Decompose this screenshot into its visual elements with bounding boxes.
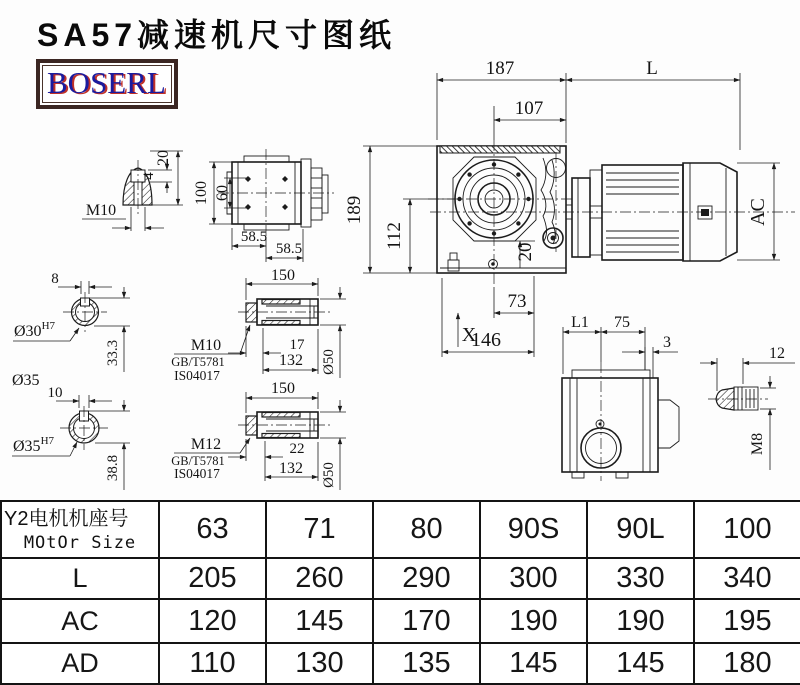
table-cell: 110 [159, 643, 266, 684]
table-row-AD [1, 643, 800, 684]
sleeve1-dim-132-label: 132 [279, 352, 303, 369]
table-cell: 100 [694, 501, 800, 558]
table-cell: 330 [587, 558, 694, 599]
table-cell: 195 [694, 599, 800, 643]
thread-m10-label: M10 [85, 202, 117, 219]
dia-30-label: $Ø30^{H7}$ [14, 320, 56, 340]
bore-35-cross-section-drawing [12, 385, 130, 490]
gearmotor-side-view-drawing [344, 58, 795, 357]
table-cell: 90L [587, 501, 694, 558]
table-cell: 90S [480, 501, 587, 558]
dim-8-label: 8 [51, 271, 59, 287]
table-cell: 80 [373, 501, 480, 558]
table-cell: 300 [480, 558, 587, 599]
dim-112-label: 112 [384, 222, 405, 250]
sleeve2-thread-label: M12 [190, 436, 222, 453]
row-label: L [1, 558, 159, 599]
sleeve2-dia-50-label: Ø50 [321, 462, 337, 488]
dim-X-label: X [461, 324, 477, 346]
table-header-cn: Y2电机机座号 [4, 507, 129, 530]
gearbox-end-view-drawing [562, 314, 679, 481]
dim-187-label: 187 [485, 58, 515, 79]
dim-100-label: 100 [193, 181, 210, 205]
row-label: AC [1, 599, 159, 643]
table-row-AC [1, 599, 800, 643]
dim-L-label: L [646, 58, 658, 79]
sleeve2-std2-label: IS04017 [174, 466, 220, 481]
dim-20-gearbox-label: 20 [515, 242, 536, 262]
dim-L1-label: L1 [571, 314, 589, 331]
dim-75-label: 75 [614, 314, 630, 331]
sleeve1-std1-label: GB/T5781 [171, 355, 225, 369]
sleeve2-dim-22-label: 22 [289, 441, 305, 457]
table-cell: 170 [373, 599, 480, 643]
table-cell: 71 [266, 501, 373, 558]
dim-12-label: 12 [769, 345, 785, 362]
sleeve-m12-drawing [171, 380, 346, 490]
dim-107-label: 107 [514, 98, 544, 119]
dim-585-left-label: 58.5 [240, 229, 268, 245]
dim-10-label: 10 [47, 385, 63, 401]
dim-333-label: 33.3 [105, 339, 121, 367]
page-title: SA57减速机尺寸图纸 [37, 17, 397, 53]
dia-35-outer-label: Ø35 [12, 372, 40, 389]
table-cell: 190 [480, 599, 587, 643]
sleeve1-dim-150-label: 150 [271, 267, 295, 284]
dim-189-label: 189 [344, 195, 365, 225]
table-cell: 340 [694, 558, 800, 599]
table-cell: 260 [266, 558, 373, 599]
table-row-L [1, 558, 800, 599]
sleeve2-dim-150-label: 150 [271, 380, 295, 397]
sleeve1-dia-50-label: Ø50 [321, 349, 337, 375]
table-cell: 190 [587, 599, 694, 643]
sleeve-m10-drawing [171, 267, 346, 383]
sleeve1-std2-label: IS04017 [174, 368, 220, 383]
table-cell: 145 [587, 643, 694, 684]
gearbox-top-view-drawing [193, 149, 334, 262]
table-header-row [1, 501, 800, 558]
dim-20-cap-label: 20 [155, 150, 172, 166]
table-cell: 135 [373, 643, 480, 684]
dome-cap-detail-drawing [82, 150, 183, 231]
dim-4-label: 4 [141, 172, 157, 180]
dim-3-label: 3 [663, 334, 671, 351]
row-label: AD [1, 643, 159, 684]
bore-30-cross-section-drawing [12, 271, 130, 389]
table-cell: 63 [159, 501, 266, 558]
dim-146-label: 146 [471, 329, 501, 351]
sleeve2-std1-label: GB/T5781 [171, 454, 225, 468]
sleeve2-dim-132-label: 132 [279, 460, 303, 477]
dim-M8-label: M8 [749, 432, 766, 456]
table-cell: 120 [159, 599, 266, 643]
table-header-motor-size [1, 501, 159, 558]
table-cell: 145 [266, 599, 373, 643]
table-header-en: MOtOr Size [23, 532, 137, 553]
bolt-detail-drawing [700, 345, 795, 470]
dim-60-label: 60 [214, 185, 231, 201]
motor-dimension-table [0, 500, 800, 685]
dim-388-label: 38.8 [105, 454, 121, 482]
table-cell: 205 [159, 558, 266, 599]
table-cell: 130 [266, 643, 373, 684]
sleeve1-dim-17-label: 17 [289, 337, 305, 353]
dim-585-right-label: 58.5 [275, 241, 303, 257]
table-cell: 290 [373, 558, 480, 599]
table-cell: 145 [480, 643, 587, 684]
table-cell: 180 [694, 643, 800, 684]
sleeve1-thread-label: M10 [190, 337, 222, 354]
dim-AC-label: AC [747, 198, 769, 226]
dim-73-label: 73 [507, 291, 527, 312]
brand-logo-text: BOSERL [42, 65, 172, 103]
dia-35h7-label: $Ø35^{H7}$ [13, 435, 55, 455]
